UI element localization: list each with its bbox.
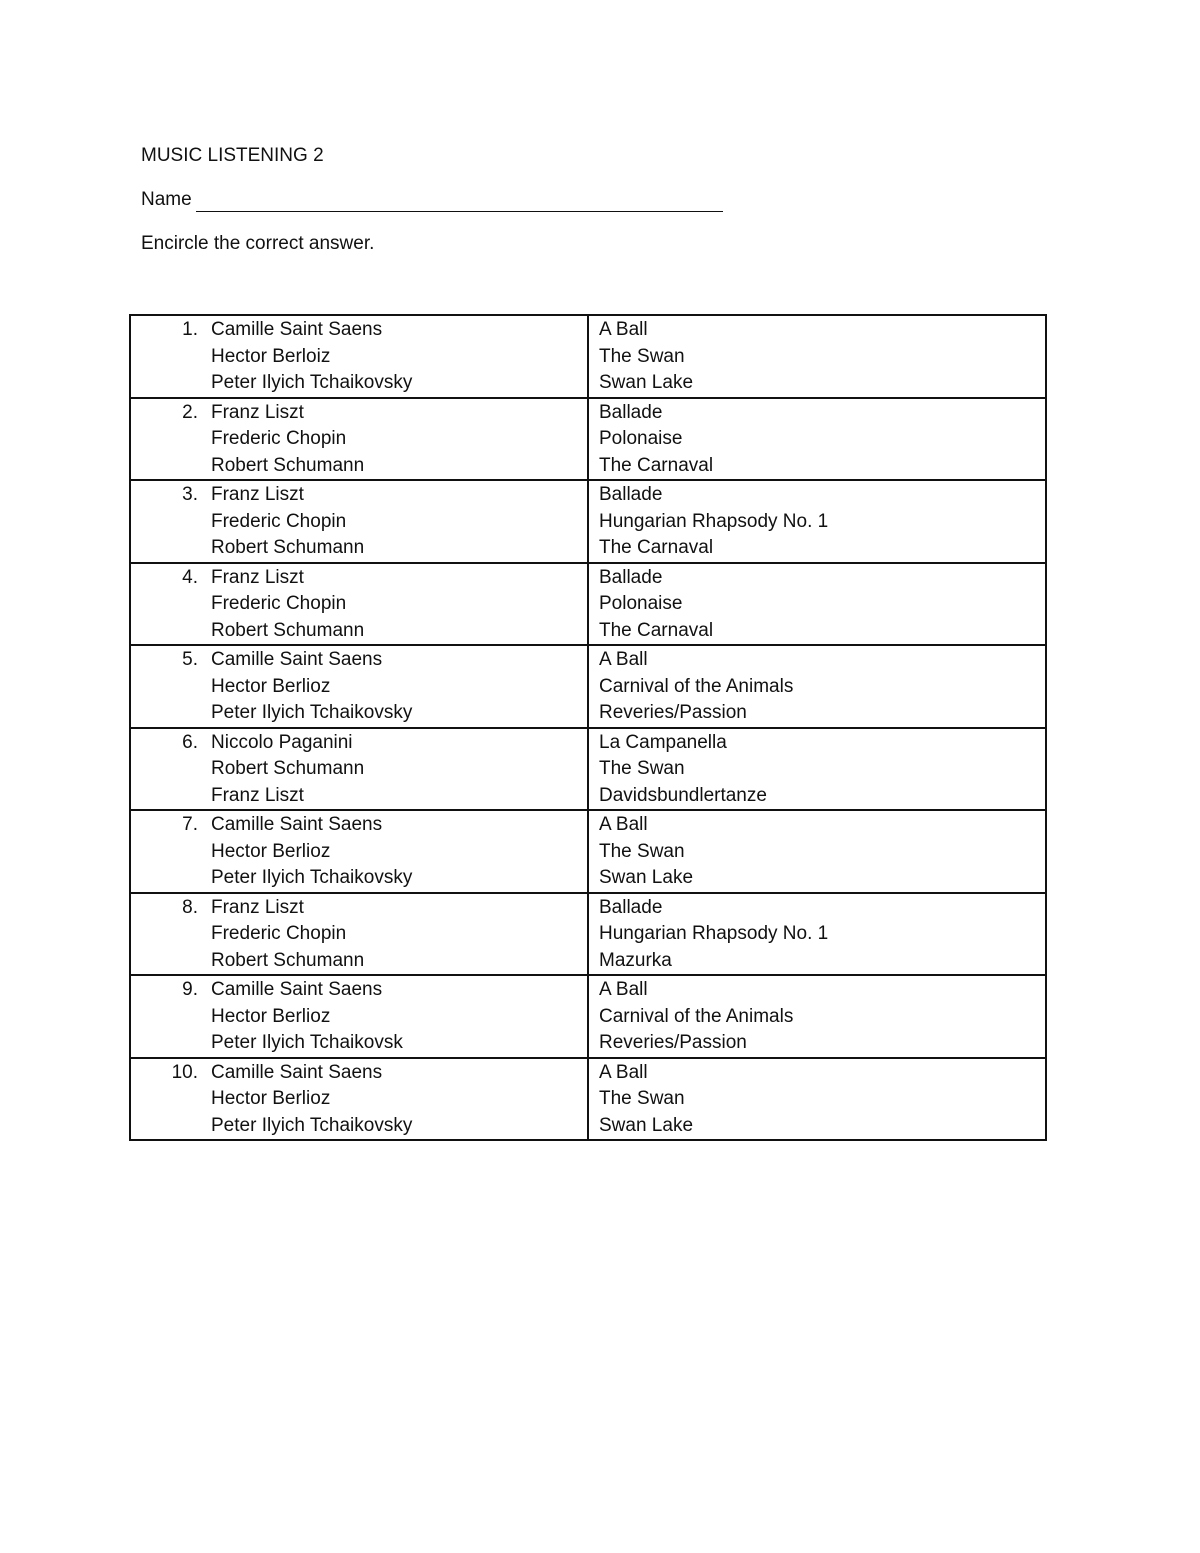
composer-cell — [130, 975, 588, 1058]
question-row — [130, 315, 1046, 398]
composer-option[interactable]: Peter Ilyich Tchaikovsky — [211, 867, 413, 888]
composer-option[interactable]: Robert Schumann — [211, 949, 365, 971]
composer-option[interactable]: Frederic Chopin — [211, 593, 347, 614]
composer-option[interactable]: Hector Berloiz — [211, 345, 331, 367]
composer-option[interactable]: Niccolo Paganini — [211, 731, 353, 753]
composer-cell — [130, 398, 588, 481]
composer-cell — [130, 315, 588, 398]
composer-option[interactable]: Frederic Chopin — [211, 428, 347, 449]
question-number: 2. — [182, 401, 198, 423]
composer-option[interactable]: Franz Liszt — [211, 896, 304, 918]
work-option[interactable]: The Carnaval — [599, 537, 714, 558]
work-cell — [588, 728, 1046, 811]
work-option[interactable]: A Ball — [599, 649, 648, 670]
composer-option[interactable]: Robert Schumann — [211, 758, 365, 779]
work-option[interactable]: Ballade — [599, 896, 663, 918]
work-cell — [588, 315, 1046, 398]
work-cell — [588, 975, 1046, 1058]
composer-option[interactable]: Franz Liszt — [211, 566, 304, 588]
question-number: 4. — [182, 566, 198, 588]
work-option[interactable]: Ballade — [599, 566, 663, 588]
work-option[interactable]: The Swan — [599, 840, 685, 862]
work-option[interactable]: A Ball — [599, 814, 648, 835]
question-number: 10. — [171, 1061, 198, 1083]
question-row — [130, 645, 1046, 728]
composer-option[interactable]: Franz Liszt — [211, 401, 304, 423]
question-number: 1. — [182, 319, 198, 340]
composer-cell — [130, 893, 588, 976]
question-number: 3. — [182, 484, 198, 505]
work-cell — [588, 645, 1046, 728]
work-option[interactable]: Polonaise — [599, 428, 683, 449]
question-number: 8. — [182, 896, 198, 918]
work-option[interactable]: Ballade — [599, 401, 663, 423]
composer-option[interactable]: Peter Ilyich Tchaikovsky — [211, 702, 413, 723]
work-option[interactable]: Carnival of the Animals — [599, 675, 794, 697]
composer-option[interactable]: Franz Liszt — [211, 484, 304, 505]
work-option[interactable]: Swan Lake — [599, 1114, 694, 1136]
question-row — [130, 398, 1046, 481]
composer-option[interactable]: Frederic Chopin — [211, 923, 347, 944]
composer-cell — [130, 728, 588, 811]
question-number: 5. — [182, 649, 198, 670]
work-option[interactable]: Polonaise — [599, 593, 683, 614]
composer-option[interactable]: Peter Ilyich Tchaikovsky — [211, 1114, 413, 1136]
work-cell — [588, 810, 1046, 893]
composer-option[interactable]: Camille Saint Saens — [211, 319, 383, 340]
question-row — [130, 480, 1046, 563]
composer-cell — [130, 645, 588, 728]
composer-option[interactable]: Hector Berlioz — [211, 1005, 331, 1027]
work-option[interactable]: Hungarian Rhapsody No. 1 — [599, 923, 829, 944]
work-option[interactable]: Reveries/Passion — [599, 1032, 747, 1053]
work-option[interactable]: Reveries/Passion — [599, 702, 747, 723]
work-option[interactable]: Ballade — [599, 484, 663, 505]
composer-option[interactable]: Hector Berlioz — [211, 675, 331, 697]
question-number: 9. — [182, 979, 198, 1000]
composer-option[interactable]: Hector Berlioz — [211, 840, 331, 862]
composer-option[interactable]: Camille Saint Saens — [211, 649, 383, 670]
name-field — [141, 188, 723, 212]
name-label: Name — [141, 189, 192, 210]
work-cell — [588, 893, 1046, 976]
composer-option[interactable]: Camille Saint Saens — [211, 814, 383, 835]
question-row — [130, 810, 1046, 893]
work-option[interactable]: Swan Lake — [599, 867, 694, 888]
page-title: MUSIC LISTENING 2 — [141, 145, 324, 166]
work-option[interactable]: The Swan — [599, 758, 685, 779]
question-row — [130, 728, 1046, 811]
instruction-text: Encircle the correct answer. — [141, 233, 375, 254]
work-cell — [588, 480, 1046, 563]
work-option[interactable]: The Carnaval — [599, 619, 714, 641]
name-blank-line[interactable] — [196, 191, 723, 212]
composer-option[interactable]: Robert Schumann — [211, 619, 365, 641]
work-option[interactable]: Davidsbundlertanze — [599, 784, 767, 806]
work-option[interactable]: La Campanella — [599, 731, 727, 753]
composer-cell — [130, 1058, 588, 1141]
work-option[interactable]: A Ball — [599, 979, 648, 1000]
work-option[interactable]: The Swan — [599, 345, 685, 367]
work-option[interactable]: Swan Lake — [599, 372, 694, 393]
question-row — [130, 563, 1046, 646]
question-row — [130, 975, 1046, 1058]
composer-option[interactable]: Franz Liszt — [211, 784, 304, 806]
quiz-table — [129, 314, 1047, 1141]
work-option[interactable]: Mazurka — [599, 949, 672, 971]
composer-option[interactable]: Peter Ilyich Tchaikovsk — [211, 1032, 403, 1053]
work-cell — [588, 563, 1046, 646]
work-option[interactable]: A Ball — [599, 319, 648, 340]
work-option[interactable]: Carnival of the Animals — [599, 1005, 794, 1027]
question-number: 7. — [182, 814, 198, 835]
composer-option[interactable]: Camille Saint Saens — [211, 979, 383, 1000]
work-cell — [588, 398, 1046, 481]
work-cell — [588, 1058, 1046, 1141]
composer-cell — [130, 480, 588, 563]
composer-cell — [130, 563, 588, 646]
work-option[interactable]: Hungarian Rhapsody No. 1 — [599, 510, 829, 532]
work-option[interactable]: The Swan — [599, 1088, 685, 1109]
question-number: 6. — [182, 731, 198, 753]
composer-option[interactable]: Robert Schumann — [211, 537, 365, 558]
composer-cell — [130, 810, 588, 893]
composer-option[interactable]: Frederic Chopin — [211, 510, 347, 532]
composer-option[interactable]: Robert Schumann — [211, 454, 365, 476]
composer-option[interactable]: Camille Saint Saens — [211, 1061, 383, 1083]
composer-option[interactable]: Hector Berlioz — [211, 1088, 331, 1109]
work-option[interactable]: A Ball — [599, 1061, 648, 1083]
question-row — [130, 1058, 1046, 1141]
work-option[interactable]: The Carnaval — [599, 454, 714, 476]
composer-option[interactable]: Peter Ilyich Tchaikovsky — [211, 372, 413, 393]
question-row — [130, 893, 1046, 976]
